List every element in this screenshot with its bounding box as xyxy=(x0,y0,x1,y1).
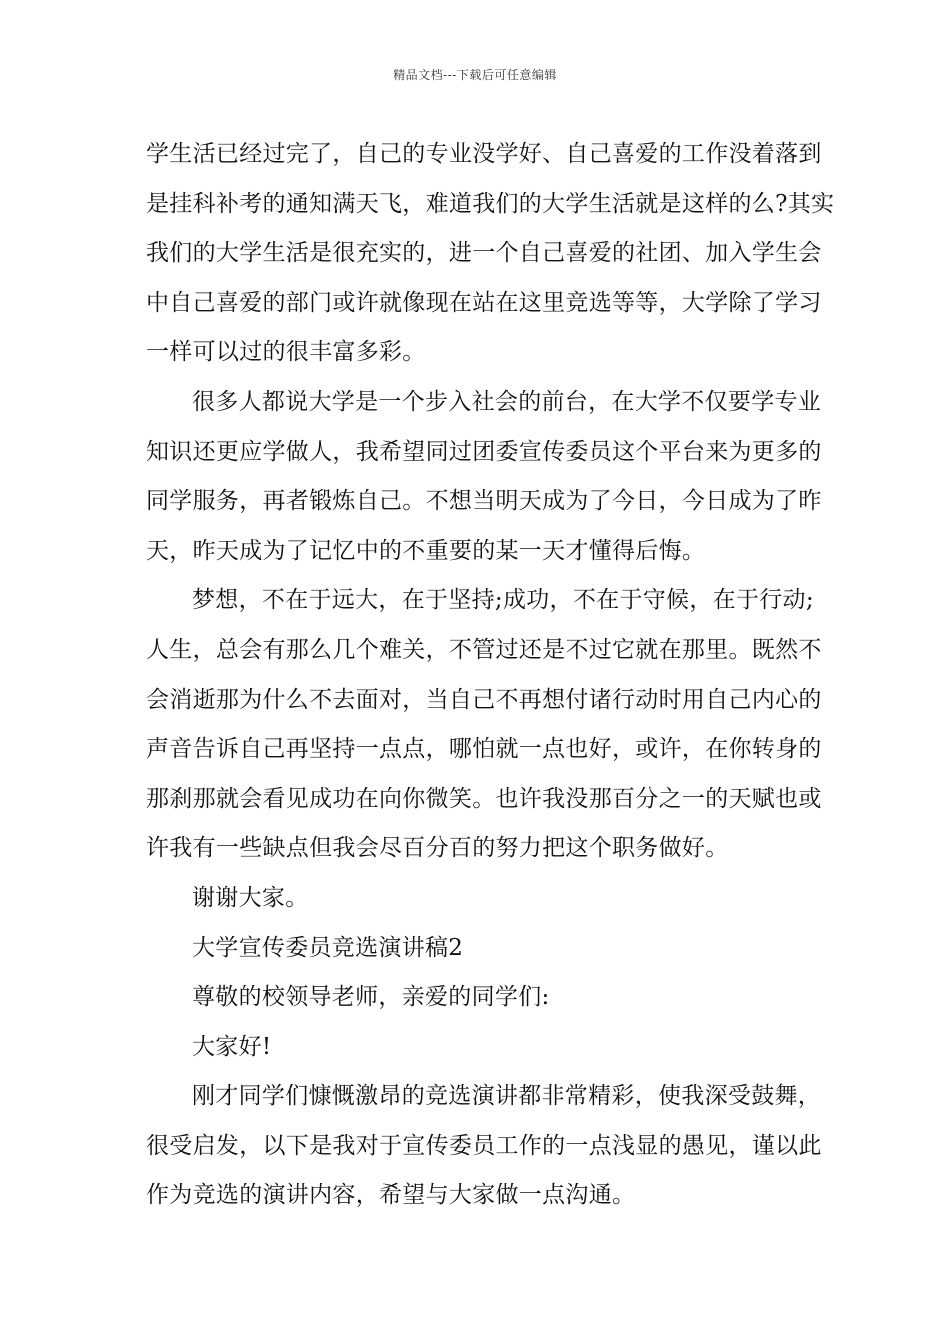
text-line: 学生活已经过完了，自己的专业没学好、自己喜爱的工作没着落到 xyxy=(146,141,822,167)
text-line: 会消逝那为什么不去面对，当自己不再想付诸行动时用自己内心的 xyxy=(146,686,822,713)
salutation-line: 尊敬的校领导老师，亲爱的同学们: xyxy=(192,984,550,1011)
text-line: 梦想，不在于远大，在于坚持;成功，不在于守候，在于行动; xyxy=(192,587,814,614)
text-line: 许我有一些缺点但我会尽百分百的努力把这个职务做好。 xyxy=(146,835,729,862)
text-line: 天，昨天成为了记忆中的不重要的某一天才懂得后悔。 xyxy=(146,537,706,564)
document-header: 精品文档---下载后可任意编辑 xyxy=(393,68,557,82)
text-line: 知识还更应学做人，我希望同过团委宣传委员这个平台来为更多的 xyxy=(146,438,822,465)
text-line: 声音告诉自己再坚持一点点，哪怕就一点也好，或许，在你转身的 xyxy=(146,736,822,763)
text-line: 中自己喜爱的部门或许就像现在站在这里竞选等等，大学除了学习 xyxy=(146,289,822,316)
text-line: 同学服务，再者锻炼自己。不想当明天成为了今日，今日成为了昨 xyxy=(146,488,822,515)
section-title-line: 大学宣传委员竞选演讲稿2 xyxy=(192,934,464,961)
paragraph xyxy=(146,874,808,924)
paragraph xyxy=(146,378,822,576)
text-line: 很受启发，以下是我对于宣传委员工作的一点浅显的愚见，谨以此 xyxy=(146,1132,822,1159)
greeting-line: 大家好! xyxy=(192,1033,272,1060)
salutation xyxy=(146,973,808,1023)
paragraph xyxy=(146,130,835,378)
text-line: 刚才同学们慷慨激昂的竞选演讲都非常精彩，使我深受鼓舞， xyxy=(192,1083,822,1110)
text-line: 我们的大学生活是很充实的，进一个自己喜爱的社团、加入学生会 xyxy=(146,240,822,267)
text-line: 作为竞选的演讲内容，希望与大家做一点沟通。 xyxy=(146,1182,636,1209)
paragraph xyxy=(146,1072,822,1221)
text-line: 很多人都说大学是一个步入社会的前台，在大学不仅要学专业 xyxy=(192,388,822,415)
closing-line: 谢谢大家。 xyxy=(192,884,309,911)
text-line: 那刹那就会看见成功在向你微笑。也许我没那百分之一的天赋也或 xyxy=(146,785,822,812)
paragraph xyxy=(146,576,822,874)
greeting xyxy=(146,1023,808,1073)
document-body xyxy=(146,130,835,1221)
text-line: 人生，总会有那么几个难关，不管过还是不过它就在那里。既然不 xyxy=(146,636,822,663)
section-title xyxy=(146,924,808,974)
text-line: 是挂科补考的通知满天飞，难道我们的大学生活就是这样的么?其实 xyxy=(146,190,835,217)
text-line: 一样可以过的很丰富多彩。 xyxy=(146,339,426,366)
